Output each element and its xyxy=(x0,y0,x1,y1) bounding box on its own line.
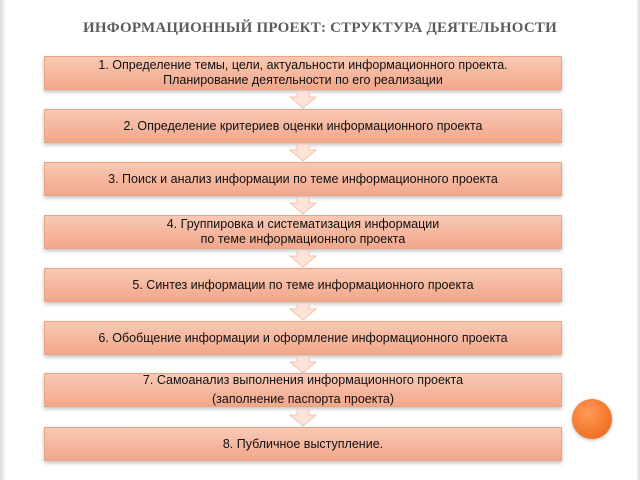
connector-chevron-1 xyxy=(288,91,318,109)
step-1-line-1: 1. Определение темы, цели, актуальности информационного проекта. xyxy=(98,58,508,72)
process-step-6 xyxy=(44,321,562,355)
step-7-line-2: (заполнение паспорта проекта) xyxy=(211,392,395,406)
process-step-8 xyxy=(44,427,562,461)
process-step-5 xyxy=(44,268,562,302)
process-step-2 xyxy=(44,109,562,143)
orange-circle-decoration xyxy=(572,399,612,439)
step-1-line-2: Планирование деятельности по его реализации xyxy=(163,73,443,87)
connector-chevron-2 xyxy=(288,144,318,162)
connector-chevron-5 xyxy=(288,303,318,321)
step-6-line-1: 6. Обобщение информации и оформление информационного проекта xyxy=(98,330,508,345)
connector-chevron-4 xyxy=(288,250,318,268)
step-3-line-1: 3. Поиск и анализ информации по теме информационного проекта xyxy=(108,171,498,186)
step-2-line-1: 2. Определение критериев оценки информационного проекта xyxy=(123,118,483,133)
step-7-line-1: 7. Самоанализ выполнения информационного проекта xyxy=(142,373,464,387)
process-step-3 xyxy=(44,162,562,196)
step-4-line-1: 4. Группировка и систематизация информации xyxy=(166,217,440,231)
step-5-line-1: 5. Синтез информации по теме информационного проекта xyxy=(132,277,474,292)
connector-chevron-3 xyxy=(288,197,318,215)
process-step-4 xyxy=(44,215,562,249)
step-8-line-1: 8. Публичное выступление. xyxy=(222,436,384,451)
connector-chevron-7 xyxy=(288,409,318,427)
process-step-7 xyxy=(44,373,562,407)
slide-title: ИНФОРМАЦИОННЫЙ ПРОЕКТ: СТРУКТУРА ДЕЯТЕЛЬНОСТИ xyxy=(83,20,557,36)
process-step-1 xyxy=(44,56,562,90)
step-4-line-2: по теме информационного проекта xyxy=(200,232,406,246)
connector-chevron-6 xyxy=(288,356,318,374)
